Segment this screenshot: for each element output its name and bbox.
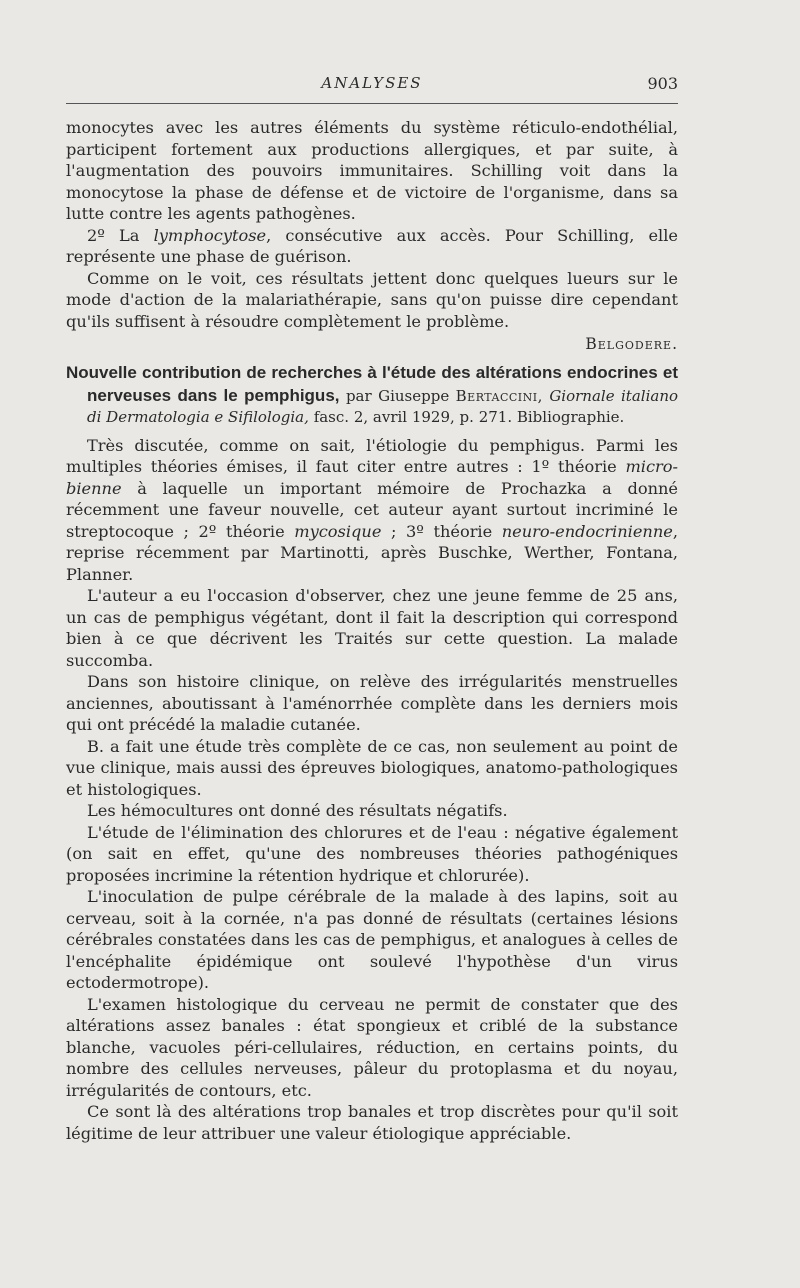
author-last-name: Bertaccini, xyxy=(455,386,543,405)
author-signature: Belgodere. xyxy=(585,335,678,353)
paragraph: Dans son histoire clinique, on relève des irrégularités menstruelles anciennes, aboutissant à l'aménorrhée complète dans les derniers mois qui ont précédé la maladie cutanée. xyxy=(66,672,678,734)
paragraph: 2º La lymphocytose, consécutive aux accès. Pour Schilling, elle représente une phase de guérison. xyxy=(66,225,678,266)
page-number: 903 xyxy=(647,74,678,93)
article-title: Nouvelle contribution de recherches à l'étude des altérations endocrines et nerveuses dans le pemphigus, xyxy=(66,363,678,405)
page-body xyxy=(66,117,678,1144)
paragraph: L'étude de l'élimination des chlorures et de l'eau : négative également (on sait en effet, qu'une des nombreuses théories pathogéniques proposées incrimine la rétention hydrique et chlorurée). xyxy=(66,822,678,885)
header-rule xyxy=(66,103,678,104)
paragraph: L'auteur a eu l'occasion d'observer, chez une jeune femme de 25 ans, un cas de pemphigus végétant, dont il fait la description qui correspond bien à ce que décrivent les Traités sur cette question. La malade succomba. xyxy=(66,586,678,670)
by-word: par xyxy=(345,386,372,405)
paragraph: Les hémocultures ont donné des résultats négatifs. xyxy=(87,801,508,820)
journal-name: Giornale italiano di Dermatologia e Sifilologia, xyxy=(87,386,679,426)
page-header xyxy=(66,74,678,98)
paragraph: Comme on le voit, ces résultats jettent donc quelques lueurs sur le mode d'action de la malariathérapie, sans qu'on puisse dire cependant qu'ils suffisent à résoudre complètement le problème. xyxy=(66,268,678,331)
paragraph: B. a fait une étude très complète de ce cas, non seulement au point de vue clinique, mais aussi des épreuves biologiques, anatomo-pathologiques et histologiques. xyxy=(66,736,678,799)
running-title: ANALYSES xyxy=(321,74,423,92)
paragraph: monocytes avec les autres éléments du système réticulo-endothélial, participent fortement aux productions allergiques, et par suite, à l'augmentation des pouvoirs immunitaires. Schilling voit dans la monocytose la phase de défense et de victoire de l'organisme, dans sa lutte contre les agents pathogènes. xyxy=(66,118,678,223)
paragraph: L'inoculation de pulpe cérébrale de la malade à des lapins, soit au cerveau, soit à la cornée, n'a pas donné de résultats (certaines lésions cérébrales constatées dans les cas de pemphigus, et analogues à celles de l'encéphalite épidémique ont soulevé l'hypothèse d'un virus ectodermotrope). xyxy=(66,887,678,992)
paragraph: L'examen histologique du cerveau ne permit de constater que des altérations assez banales : état spongieux et criblé de la substance blanche, vacuoles péri-cellulaires, réduction, en certains points, du nombre des cellules nerveuses, pâleur du protoplasma et du noyau, irrégularités de contours, etc. xyxy=(66,994,678,1100)
paragraph: Très discutée, comme on sait, l'étiologie du pemphigus. Parmi les multiples théories émises, il faut citer entre autres : 1º théorie micro-bienne à laquelle un important mémoire de Prochazka a donné récemment une faveur nouvelle, cet auteur ayant surtout incriminé le streptocoque ; 2º théorie mycosique ; 3º théorie neuro-endocrinienne, reprise récemment par Martinotti, après Buschke, Werther, Fontana, Planner. xyxy=(66,435,678,584)
paragraph: Ce sont là des altérations trop banales et trop discrètes pour qu'il soit légitime de leur attribuer une valeur étiologique appréciable. xyxy=(66,1102,678,1143)
author-first-name: Giuseppe xyxy=(378,386,450,405)
article-heading xyxy=(66,362,678,429)
citation: fasc. 2, avril 1929, p. 271. Bibliographie. xyxy=(313,408,625,426)
